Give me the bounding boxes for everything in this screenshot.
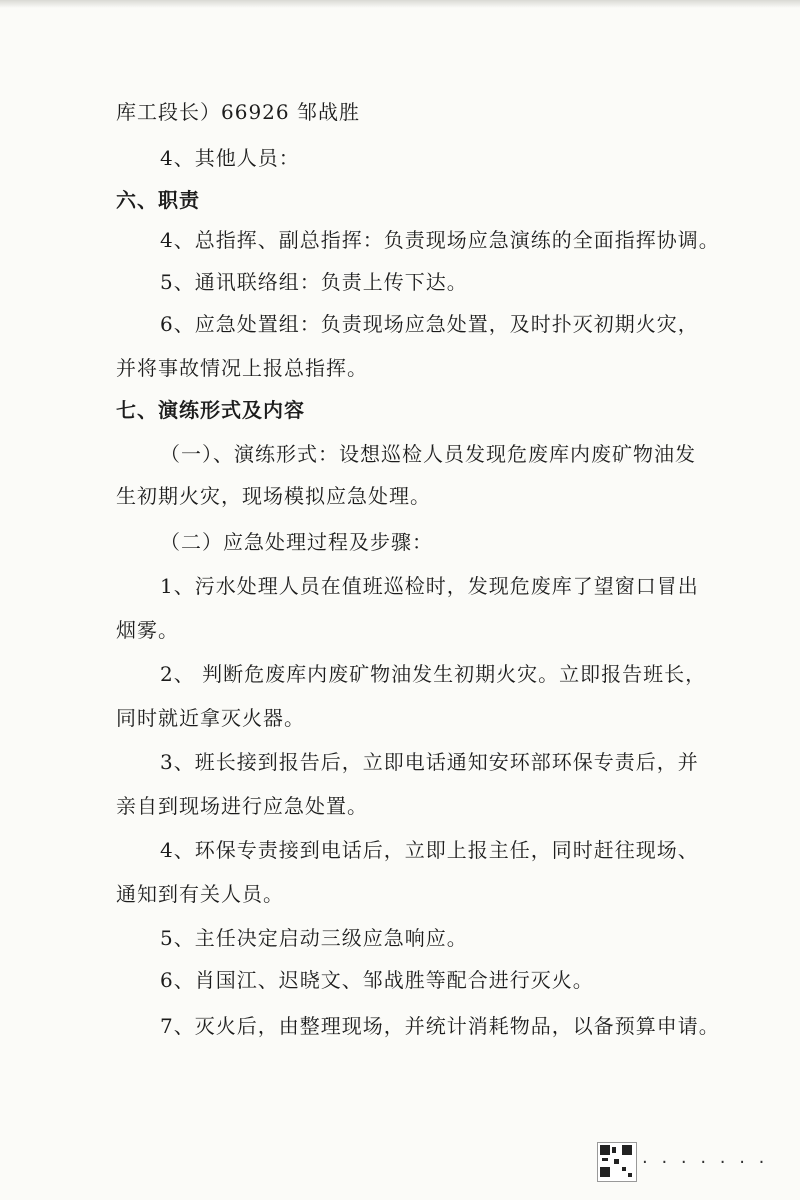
page-edge-shadow [0, 0, 800, 8]
text-line: （二）应急处理过程及步骤： [160, 530, 433, 554]
text-line: 4、其他人员： [160, 146, 300, 170]
text-line: 库工段长）66926 邹战胜 [116, 100, 360, 124]
text-line: 7、灭火后，由整理现场，并统计消耗物品，以备预算申请。 [160, 1014, 720, 1038]
qr-code-icon [597, 1142, 637, 1182]
footer-dots: · · · · · · · [642, 1152, 769, 1173]
text-line: 2、 判断危废库内废矿物油发生初期火灾。立即报告班长， [160, 662, 707, 686]
text-line: 烟雾。 [116, 618, 179, 642]
text-line: 同时就近拿灭火器。 [116, 706, 305, 730]
text-line: 生初期火灾，现场模拟应急处理。 [116, 484, 431, 508]
text-line: 4、总指挥、副总指挥：负责现场应急演练的全面指挥协调。 [160, 228, 720, 252]
text-line: 5、通讯联络组：负责上传下达。 [160, 270, 468, 294]
text-line: 6、应急处置组：负责现场应急处置，及时扑灭初期火灾， [160, 312, 699, 336]
section-heading: 六、职责 [116, 188, 200, 212]
text-line: 并将事故情况上报总指挥。 [116, 356, 368, 380]
text-line: 通知到有关人员。 [116, 882, 284, 906]
text-line: 6、肖国江、迟晓文、邹战胜等配合进行灭火。 [160, 968, 594, 992]
text-line: 5、主任决定启动三级应急响应。 [160, 926, 468, 950]
text-line: （一）、演练形式：设想巡检人员发现危废库内废矿物油发 [160, 442, 696, 466]
text-line: 3、班长接到报告后，立即电话通知安环部环保专责后，并 [160, 750, 699, 774]
section-heading: 七、演练形式及内容 [116, 398, 305, 422]
text-line: 4、环保专责接到电话后，立即上报主任，同时赶往现场、 [160, 838, 699, 862]
text-line: 亲自到现场进行应急处置。 [116, 794, 368, 818]
text-line: 1、污水处理人员在值班巡检时，发现危废库了望窗口冒出 [160, 574, 699, 598]
